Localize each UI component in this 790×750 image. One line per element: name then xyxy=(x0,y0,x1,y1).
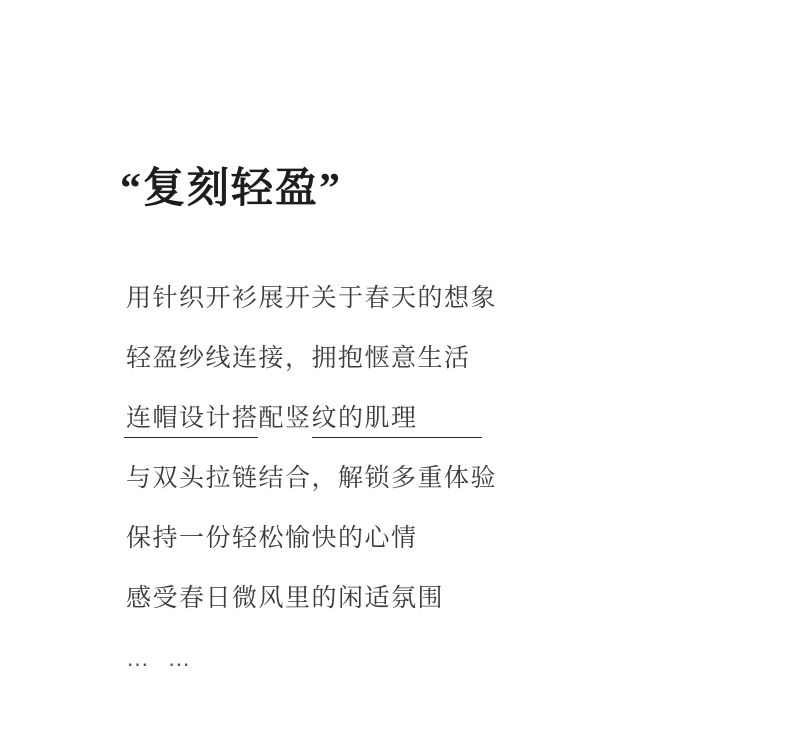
copy-line: 感受春日微风里的闲适氛围 xyxy=(126,584,445,612)
body-copy-block xyxy=(126,268,686,688)
page-title: “复刻轻盈” xyxy=(120,166,343,212)
copy-line: 用针织开衫展开关于春天的想象 xyxy=(126,284,498,312)
copy-line: 与双头拉链结合，解锁多重体验 xyxy=(126,464,498,492)
copy-line: 保持一份轻松愉快的心情 xyxy=(126,524,418,552)
copy-line: 连帽设计搭配竖纹的肌理 xyxy=(126,404,418,432)
divider-rule-left xyxy=(124,437,258,438)
copy-line-ellipsis: … … xyxy=(126,645,197,671)
copy-line: 轻盈纱线连接，拥抱惬意生活 xyxy=(126,344,471,372)
divider-rule-right xyxy=(312,437,482,438)
